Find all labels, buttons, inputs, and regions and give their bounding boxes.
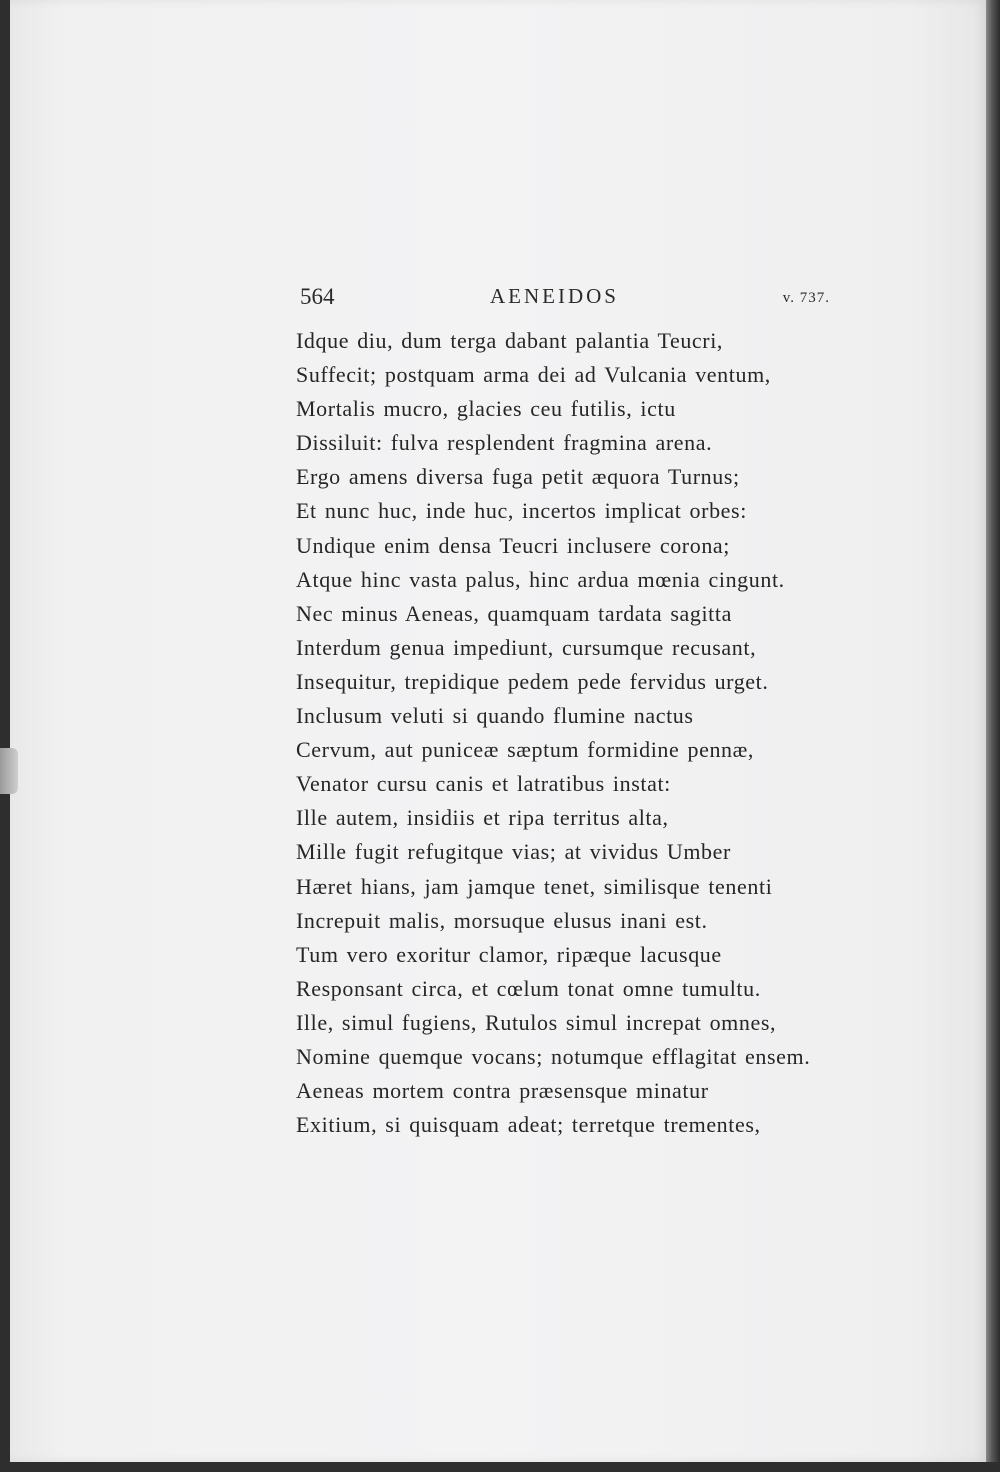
verse-line: Atque hinc vasta palus, hinc ardua mœnia cingunt. <box>296 566 785 592</box>
verse-line: Exitium, si quisquam adeat; terretque trementes, <box>296 1112 761 1138</box>
verse-line: Responsant circa, et cœlum tonat omne tumultu. <box>296 975 761 1001</box>
verse-line: Ergo amens diversa fuga petit æquora Turnus; <box>296 464 740 490</box>
verse-line: Tum vero exoritur clamor, ripæque lacusque <box>296 941 722 967</box>
running-title: AENEIDOS <box>490 284 619 308</box>
verse-line: Et nunc huc, inde huc, incertos implicat orbes: <box>296 498 747 524</box>
page-header <box>300 282 830 316</box>
binding-tab <box>0 748 18 794</box>
verse-line: Mille fugit refugitque vias; at vividus Umber <box>296 839 731 865</box>
verse-line: Ille, simul fugiens, Rutulos simul increpat omnes, <box>296 1009 777 1035</box>
verse-line: Undique enim densa Teucri inclusere corona; <box>296 532 730 558</box>
verse-line: Ille autem, insidiis et ripa territus alta, <box>296 805 669 831</box>
verse-line: Interdum genua impediunt, cursumque recusant, <box>296 634 757 660</box>
verse-line: Mortalis mucro, glacies ceu futilis, ictu <box>296 396 676 422</box>
verse-line: Venator cursu canis et latratibus instat: <box>296 771 671 797</box>
verse-line: Idque diu, dum terga dabant palantia Teucri, <box>296 328 724 353</box>
verse-block <box>296 324 856 1142</box>
verse-line: Aeneas mortem contra præsensque minatur <box>296 1078 709 1104</box>
verse-line: Nec minus Aeneas, quamquam tardata sagitta <box>296 600 732 626</box>
verse-reference: v. 737. <box>782 290 830 306</box>
book-page <box>10 0 988 1462</box>
scan-background-bottom <box>0 1462 1000 1472</box>
verse-line: Dissiluit: fulva resplendent fragmina arena. <box>296 430 713 456</box>
verse-line: Inclusum veluti si quando flumine nactus <box>296 703 694 729</box>
page-edge-shadow <box>986 0 1000 1472</box>
page-number: 564 <box>300 284 335 309</box>
verse-line: Hæret hians, jam jamque tenet, similisque tenenti <box>296 873 773 899</box>
verse-line: Cervum, aut puniceæ sæptum formidine pennæ, <box>296 737 755 763</box>
verse-line: Insequitur, trepidique pedem pede fervidus urget. <box>296 668 769 694</box>
verse-line: Increpuit malis, morsuque elusus inani est. <box>296 907 708 933</box>
verse-line: Suffecit; postquam arma dei ad Vulcania ventum, <box>296 362 771 388</box>
verse-line: Nomine quemque vocans; notumque efflagitat ensem. <box>296 1043 811 1069</box>
